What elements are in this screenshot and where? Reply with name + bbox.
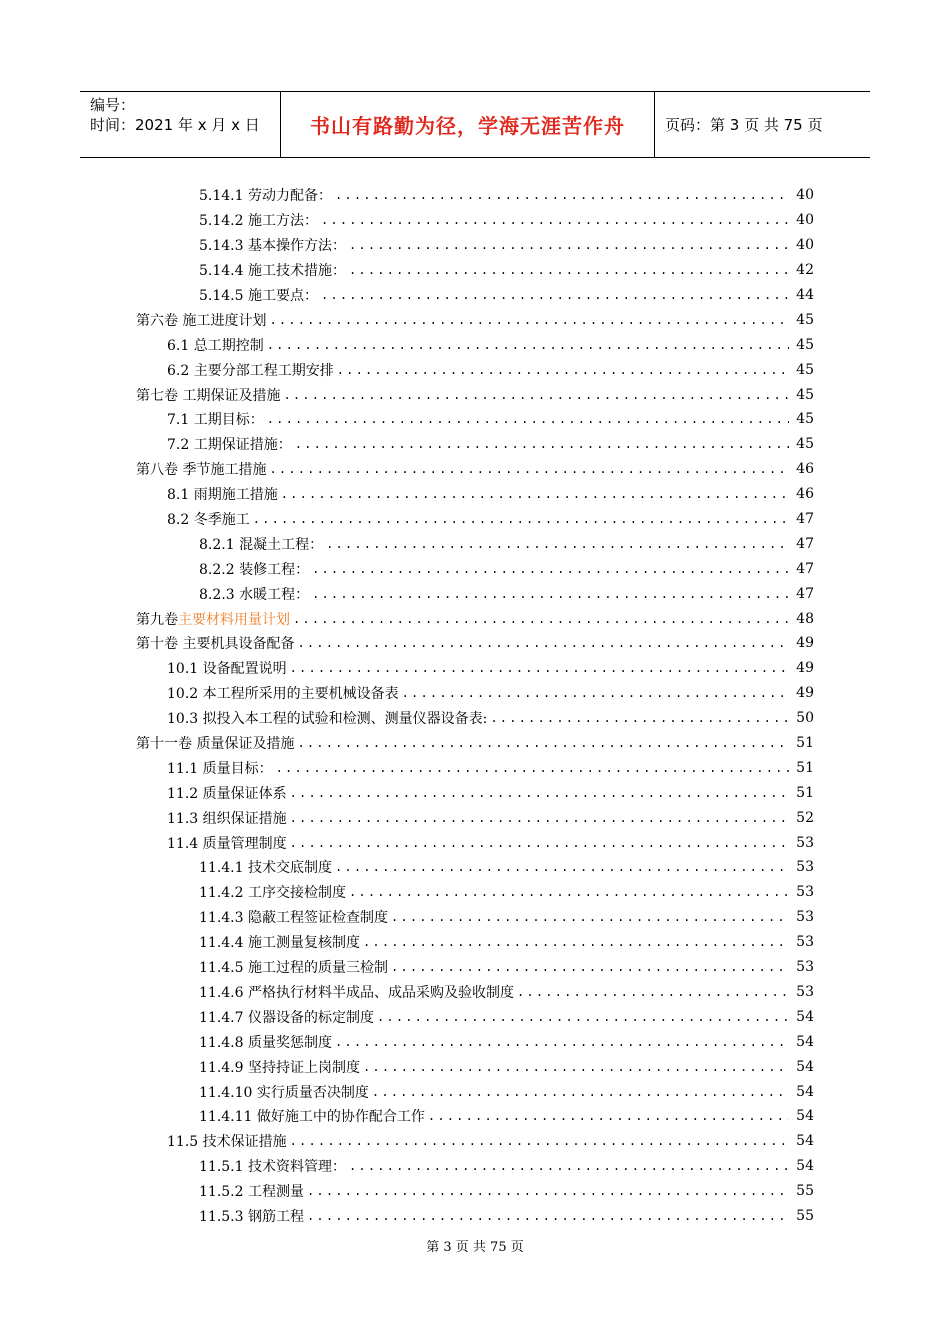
toc-dot-leader xyxy=(290,811,789,825)
toc-dot-leader xyxy=(337,363,789,377)
toc-entry-title: 6.1 总工期控制 xyxy=(167,337,264,354)
toc-page-number: 51 xyxy=(796,784,814,801)
toc-entry[interactable] xyxy=(0,531,950,556)
toc-entry[interactable] xyxy=(0,980,950,1005)
toc-entry-title: 8.2 冬季施工 xyxy=(167,512,250,529)
toc-page-number: 53 xyxy=(796,859,814,876)
toc-dot-leader xyxy=(293,612,789,626)
toc-dot-leader xyxy=(290,661,789,675)
toc-entry[interactable] xyxy=(0,1129,950,1154)
toc-entry[interactable] xyxy=(0,631,950,656)
toc-entry-title: 11.5 技术保证措施 xyxy=(167,1134,287,1151)
toc-entry-title: 5.14.3 基本操作方法： xyxy=(199,238,346,255)
header-page-info: 页码：第 3 页 共 75 页 xyxy=(665,116,823,134)
toc-page-number: 54 xyxy=(796,1008,814,1025)
toc-entry-title-highlight: 主要材料用量计划 xyxy=(178,611,290,628)
toc-entry[interactable] xyxy=(0,880,950,905)
toc-dot-leader xyxy=(295,437,789,451)
toc-page-number: 49 xyxy=(796,635,814,652)
toc-entry[interactable] xyxy=(0,706,950,731)
toc-page-number: 47 xyxy=(796,511,814,528)
toc-entry-title: 8.2.1 混凝土工程： xyxy=(199,536,324,553)
toc-entry[interactable] xyxy=(0,1029,950,1054)
toc-entry-title: 5.14.1 劳动力配备： xyxy=(199,188,332,205)
toc-page-number: 47 xyxy=(796,560,814,577)
toc-page-number: 53 xyxy=(796,884,814,901)
toc-dot-leader xyxy=(349,238,789,252)
toc-entry-title: 8.1 雨期施工措施 xyxy=(167,487,278,504)
toc-entry-title: 第七卷 工期保证及措施 xyxy=(136,387,281,404)
toc-page-number: 54 xyxy=(796,1083,814,1100)
toc-dot-leader xyxy=(321,288,789,302)
toc-entry-title: 11.3 组织保证措施 xyxy=(167,810,287,827)
toc-dot-leader xyxy=(297,736,789,750)
toc-entry-title: 11.4.3 隐蔽工程签证检查制度 xyxy=(199,910,388,927)
toc-page-number: 51 xyxy=(796,735,814,752)
toc-dot-leader xyxy=(321,213,789,227)
header-meta xyxy=(80,92,281,157)
toc-page-number: 44 xyxy=(796,287,814,303)
toc-entry-title: 8.2.2 装修工程： xyxy=(199,561,310,578)
toc-entry-title: 11.4.4 施工测量复核制度 xyxy=(199,935,360,952)
toc-entry[interactable] xyxy=(0,332,950,357)
toc-entry[interactable] xyxy=(0,482,950,507)
toc-entry[interactable] xyxy=(0,780,950,805)
toc-entry[interactable] xyxy=(0,731,950,756)
toc-entry[interactable] xyxy=(0,606,950,631)
toc-entry[interactable] xyxy=(0,1204,950,1229)
table-of-contents xyxy=(0,183,950,1228)
toc-dot-leader xyxy=(312,562,789,576)
toc-page-number: 40 xyxy=(796,212,814,229)
toc-entry-title: 11.5.1 技术资料管理： xyxy=(199,1159,346,1176)
toc-page-number: 54 xyxy=(796,1108,814,1125)
toc-dot-leader xyxy=(335,1035,789,1049)
toc-entry-title: 10.1 设备配置说明 xyxy=(167,661,287,678)
toc-entry[interactable] xyxy=(0,357,950,382)
toc-dot-leader xyxy=(402,686,789,700)
page-footer: 第 3 页 共 75 页 xyxy=(426,1240,524,1255)
toc-dot-leader xyxy=(349,263,789,277)
toc-dot-leader xyxy=(349,1159,789,1173)
toc-entry[interactable] xyxy=(0,1154,950,1179)
toc-dot-leader xyxy=(253,512,789,526)
toc-entry[interactable] xyxy=(0,830,950,855)
toc-entry-title: 第九卷 xyxy=(136,611,178,628)
toc-entry-title: 11.4.10 实行质量否决制度 xyxy=(199,1084,369,1101)
toc-page-number: 48 xyxy=(796,610,814,627)
toc-dot-leader xyxy=(372,1085,789,1099)
toc-dot-leader xyxy=(363,935,789,949)
toc-page-number: 42 xyxy=(796,262,814,279)
toc-entry-title: 11.4.2 工序交接检制度 xyxy=(199,885,346,902)
toc-entry[interactable] xyxy=(0,1104,950,1129)
toc-entry-title: 11.4.1 技术交底制度 xyxy=(199,860,332,877)
toc-page-number: 47 xyxy=(796,585,814,602)
toc-page-number: 45 xyxy=(796,386,814,403)
toc-entry[interactable] xyxy=(0,208,950,233)
document-date: 时间：2021 年 x 月 x 日 xyxy=(90,116,260,134)
toc-entry[interactable] xyxy=(0,258,950,283)
toc-dot-leader xyxy=(391,960,789,974)
toc-entry[interactable] xyxy=(0,283,950,308)
toc-page-number: 45 xyxy=(796,361,814,378)
toc-page-number: 40 xyxy=(796,237,814,254)
toc-page-number: 45 xyxy=(796,311,814,328)
toc-dot-leader xyxy=(363,1060,789,1074)
toc-dot-leader xyxy=(335,860,789,874)
toc-dot-leader xyxy=(517,985,789,999)
toc-dot-leader xyxy=(269,313,789,327)
toc-dot-leader xyxy=(307,1184,789,1198)
toc-dot-leader xyxy=(335,188,789,202)
toc-entry-title: 11.5.2 工程测量 xyxy=(199,1184,304,1201)
toc-entry-title: 11.4.7 仪器设备的标定制度 xyxy=(199,1009,374,1026)
toc-page-number: 55 xyxy=(796,1207,814,1224)
toc-entry[interactable] xyxy=(0,930,950,955)
toc-entry-title: 11.4 质量管理制度 xyxy=(167,835,287,852)
toc-dot-leader xyxy=(490,711,789,725)
toc-entry[interactable] xyxy=(0,183,950,208)
toc-dot-leader xyxy=(276,761,789,775)
toc-entry[interactable] xyxy=(0,681,950,706)
toc-entry-title: 第六卷 施工进度计划 xyxy=(136,312,267,329)
toc-page-number: 53 xyxy=(796,934,814,951)
toc-dot-leader xyxy=(281,487,789,501)
toc-entry[interactable] xyxy=(0,507,950,532)
toc-entry[interactable] xyxy=(0,382,950,407)
toc-entry-title: 11.4.5 施工过程的质量三检制 xyxy=(199,960,388,977)
toc-entry-title: 7.2 工期保证措施： xyxy=(167,437,292,454)
toc-entry-title: 11.2 质量保证体系 xyxy=(167,785,287,802)
toc-entry[interactable] xyxy=(0,755,950,780)
toc-entry[interactable] xyxy=(0,1004,950,1029)
toc-page-number: 46 xyxy=(796,461,814,478)
toc-page-number: 53 xyxy=(796,983,814,1000)
toc-entry[interactable] xyxy=(0,805,950,830)
toc-page-number: 54 xyxy=(796,1058,814,1075)
toc-dot-leader xyxy=(391,910,789,924)
toc-entry-title: 10.3 拟投入本工程的试验和检测、测量仪器设备表: xyxy=(167,711,488,728)
toc-dot-leader xyxy=(297,636,789,650)
toc-entry-title: 7.1 工期目标： xyxy=(167,412,264,429)
toc-entry-title: 11.1 质量目标： xyxy=(167,760,273,777)
toc-page-number: 51 xyxy=(796,759,814,776)
toc-dot-leader xyxy=(290,786,789,800)
toc-dot-leader xyxy=(377,1010,789,1024)
toc-page-number: 52 xyxy=(796,809,814,826)
toc-entry[interactable] xyxy=(0,457,950,482)
toc-page-number: 49 xyxy=(796,660,814,677)
toc-dot-leader xyxy=(349,885,789,899)
toc-dot-leader xyxy=(290,836,789,850)
toc-entry[interactable] xyxy=(0,432,950,457)
toc-entry[interactable] xyxy=(0,233,950,258)
toc-entry-title: 11.4.9 坚持持证上岗制度 xyxy=(199,1059,360,1076)
toc-entry-title: 第十卷 主要机具设备配备 xyxy=(136,636,295,653)
toc-page-number: 45 xyxy=(796,411,814,428)
document-number-label: 编号： xyxy=(90,96,136,114)
toc-dot-leader xyxy=(326,537,789,551)
toc-page-number: 46 xyxy=(796,486,814,503)
toc-entry-title: 11.4.11 做好施工中的协作配合工作 xyxy=(199,1109,425,1126)
toc-page-number: 49 xyxy=(796,685,814,702)
toc-page-number: 53 xyxy=(796,834,814,851)
toc-page-number: 53 xyxy=(796,909,814,926)
toc-page-number: 45 xyxy=(796,336,814,353)
toc-entry[interactable] xyxy=(0,556,950,581)
toc-entry-title: 11.5.3 钢筋工程 xyxy=(199,1208,304,1225)
toc-entry-title: 6.2 主要分部工程工期安排 xyxy=(167,362,334,379)
toc-dot-leader xyxy=(307,1209,789,1223)
toc-dot-leader xyxy=(312,587,789,601)
toc-entry[interactable] xyxy=(0,855,950,880)
toc-entry[interactable] xyxy=(0,307,950,332)
toc-page-number: 55 xyxy=(796,1183,814,1200)
toc-dot-leader xyxy=(267,412,789,426)
toc-page-number: 54 xyxy=(796,1158,814,1175)
page-header xyxy=(80,91,870,158)
toc-entry[interactable] xyxy=(0,955,950,980)
toc-entry[interactable] xyxy=(0,1079,950,1104)
toc-entry-title: 第十一卷 质量保证及措施 xyxy=(136,736,295,753)
toc-page-number: 54 xyxy=(796,1033,814,1050)
toc-entry-title: 5.14.4 施工技术措施： xyxy=(199,263,346,280)
toc-dot-leader xyxy=(290,1134,789,1148)
toc-page-number: 54 xyxy=(796,1133,814,1150)
toc-entry[interactable] xyxy=(0,407,950,432)
toc-page-number: 45 xyxy=(796,436,814,453)
toc-entry[interactable] xyxy=(0,1054,950,1079)
toc-entry-title: 11.4.8 质量奖惩制度 xyxy=(199,1034,332,1051)
toc-entry-title: 11.4.6 严格执行材料半成品、成品采购及验收制度 xyxy=(199,984,514,1001)
toc-dot-leader xyxy=(428,1109,789,1123)
header-motto: 书山有路勤为径，学海无涯苦作舟 xyxy=(281,92,655,157)
toc-dot-leader xyxy=(283,388,789,402)
toc-dot-leader xyxy=(269,462,789,476)
toc-entry-title: 8.2.3 水暖工程： xyxy=(199,586,310,603)
toc-dot-leader xyxy=(267,338,789,352)
toc-entry[interactable] xyxy=(0,656,950,681)
toc-entry[interactable] xyxy=(0,905,950,930)
toc-page-number: 47 xyxy=(796,535,814,552)
toc-entry-title: 第八卷 季节施工措施 xyxy=(136,462,267,479)
toc-entry-title: 5.14.5 施工要点： xyxy=(199,288,318,304)
toc-entry-title: 5.14.2 施工方法： xyxy=(199,213,318,230)
toc-page-number: 53 xyxy=(796,959,814,976)
toc-entry[interactable] xyxy=(0,1179,950,1204)
toc-page-number: 40 xyxy=(796,187,814,204)
toc-page-number: 50 xyxy=(796,710,814,727)
toc-entry[interactable] xyxy=(0,581,950,606)
toc-entry-title: 10.2 本工程所采用的主要机械设备表 xyxy=(167,686,399,703)
